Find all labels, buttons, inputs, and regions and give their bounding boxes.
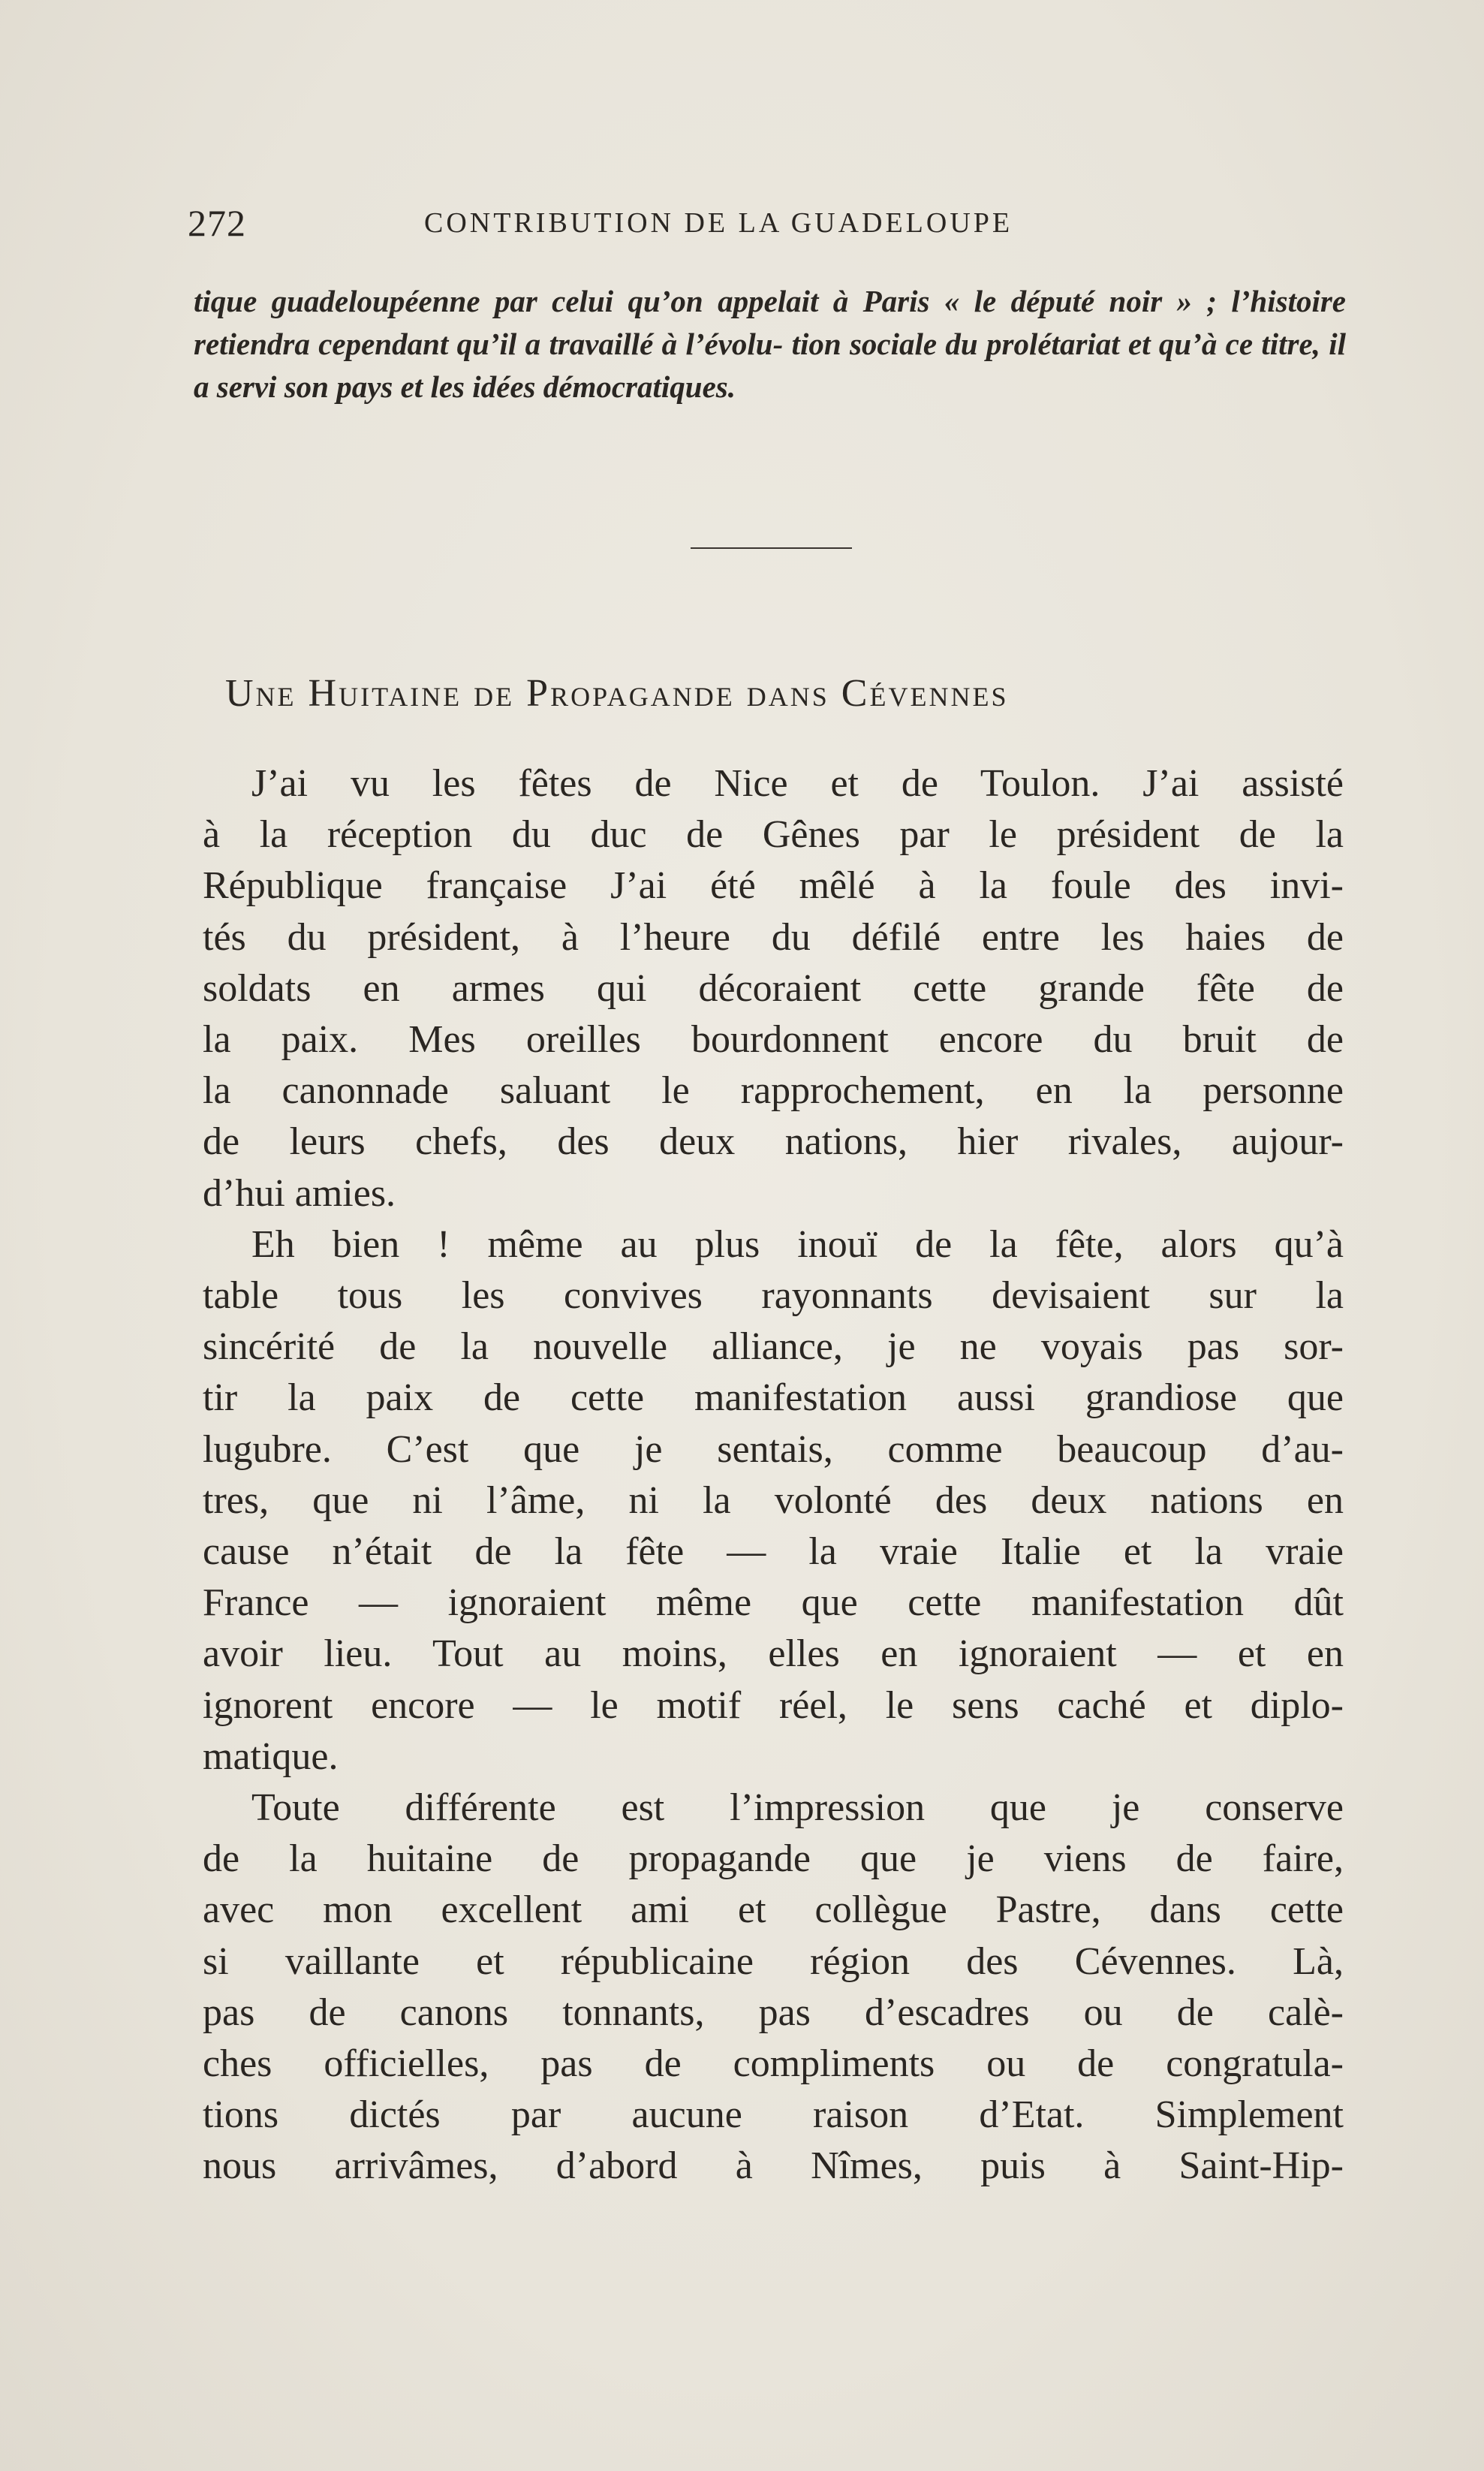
running-title: CONTRIBUTION DE LA GUADELOUPE: [424, 207, 1013, 239]
paragraph-3: [203, 1782, 1344, 2192]
intro-paragraph: [194, 280, 1346, 408]
paragraph-2: [203, 1219, 1344, 1782]
text-line: à la réception du duc de Gênes par le président de la: [203, 813, 1344, 857]
text-line: de leurs chefs, des deux nations, hier rivales, aujour-: [203, 1120, 1344, 1164]
text-line: la canonnade saluant le rapprochement, en la personne: [203, 1069, 1344, 1113]
text-line: nous arrivâmes, d’abord à Nîmes, puis à Saint-Hip-: [203, 2144, 1344, 2188]
text-line: République française J’ai été mêlé à la foule des invi-: [203, 864, 1344, 908]
text-line: avoir lieu. Tout au moins, elles en ignoraient — et en: [203, 1632, 1344, 1676]
paragraph-1: [203, 758, 1344, 1219]
text-line: cause n’était de la fête — la vraie Italie et la vraie: [203, 1530, 1344, 1574]
text-line: tions dictés par aucune raison d’Etat. Simplement: [203, 2093, 1344, 2137]
text-line: sincérité de la nouvelle alliance, je ne voyais pas sor-: [203, 1325, 1344, 1369]
text-line: d’hui amies.: [203, 1171, 396, 1215]
body-text: [203, 758, 1344, 2192]
text-line: avec mon excellent ami et collègue Pastre, dans cette: [203, 1888, 1344, 1932]
section-divider: [691, 547, 852, 549]
text-line: tés du président, à l’heure du défilé entre les haies de: [203, 915, 1344, 959]
intro-line: les idées démocratiques.: [430, 369, 736, 404]
text-line: soldats en armes qui décoraient cette grande fête de: [203, 966, 1344, 1010]
text-line: matique.: [203, 1734, 339, 1778]
text-line: ches officielles, pas de compliments ou de congratula-: [203, 2042, 1344, 2086]
text-line: tres, que ni l’âme, ni la volonté des deux nations en: [203, 1478, 1344, 1522]
intro-line: tion sociale du prolétariat et qu’à ce titre, il a servi son pays et: [194, 327, 1347, 404]
text-line: tir la paix de cette manifestation aussi grandiose que: [203, 1376, 1344, 1420]
text-line: Toute différente est l’impression que je conserve: [251, 1786, 1344, 1830]
text-line: ignorent encore — le motif réel, le sens caché et diplo-: [203, 1683, 1344, 1727]
page-number: 272: [188, 202, 246, 244]
intro-line: noir » ; l’histoire retiendra cependant qu’il a travaillé à l’évolu-: [194, 284, 1347, 361]
text-line: lugubre. C’est que je sentais, comme beaucoup d’au-: [203, 1427, 1344, 1471]
text-line: J’ai vu les fêtes de Nice et de Toulon. J’ai assisté: [251, 762, 1344, 805]
text-line: la paix. Mes oreilles bourdonnent encore du bruit de: [203, 1018, 1344, 1062]
text-line: France — ignoraient même que cette manifestation dût: [203, 1581, 1344, 1625]
text-line: pas de canons tonnants, pas d’escadres ou de calè-: [203, 1990, 1344, 2034]
section-title: Une Huitaine de Propagande dans Cévennes: [225, 672, 1009, 715]
text-line: si vaillante et républicaine région des Cévennes. Là,: [203, 1939, 1344, 1983]
text-line: de la huitaine de propagande que je viens de faire,: [203, 1837, 1344, 1881]
text-line: Eh bien ! même au plus inouï de la fête, alors qu’à: [251, 1222, 1344, 1266]
running-head: [188, 197, 1344, 249]
text-line: table tous les convives rayonnants devisaient sur la: [203, 1274, 1344, 1318]
intro-line: tique guadeloupéenne par celui qu’on appelait à Paris « le député: [194, 284, 1095, 318]
